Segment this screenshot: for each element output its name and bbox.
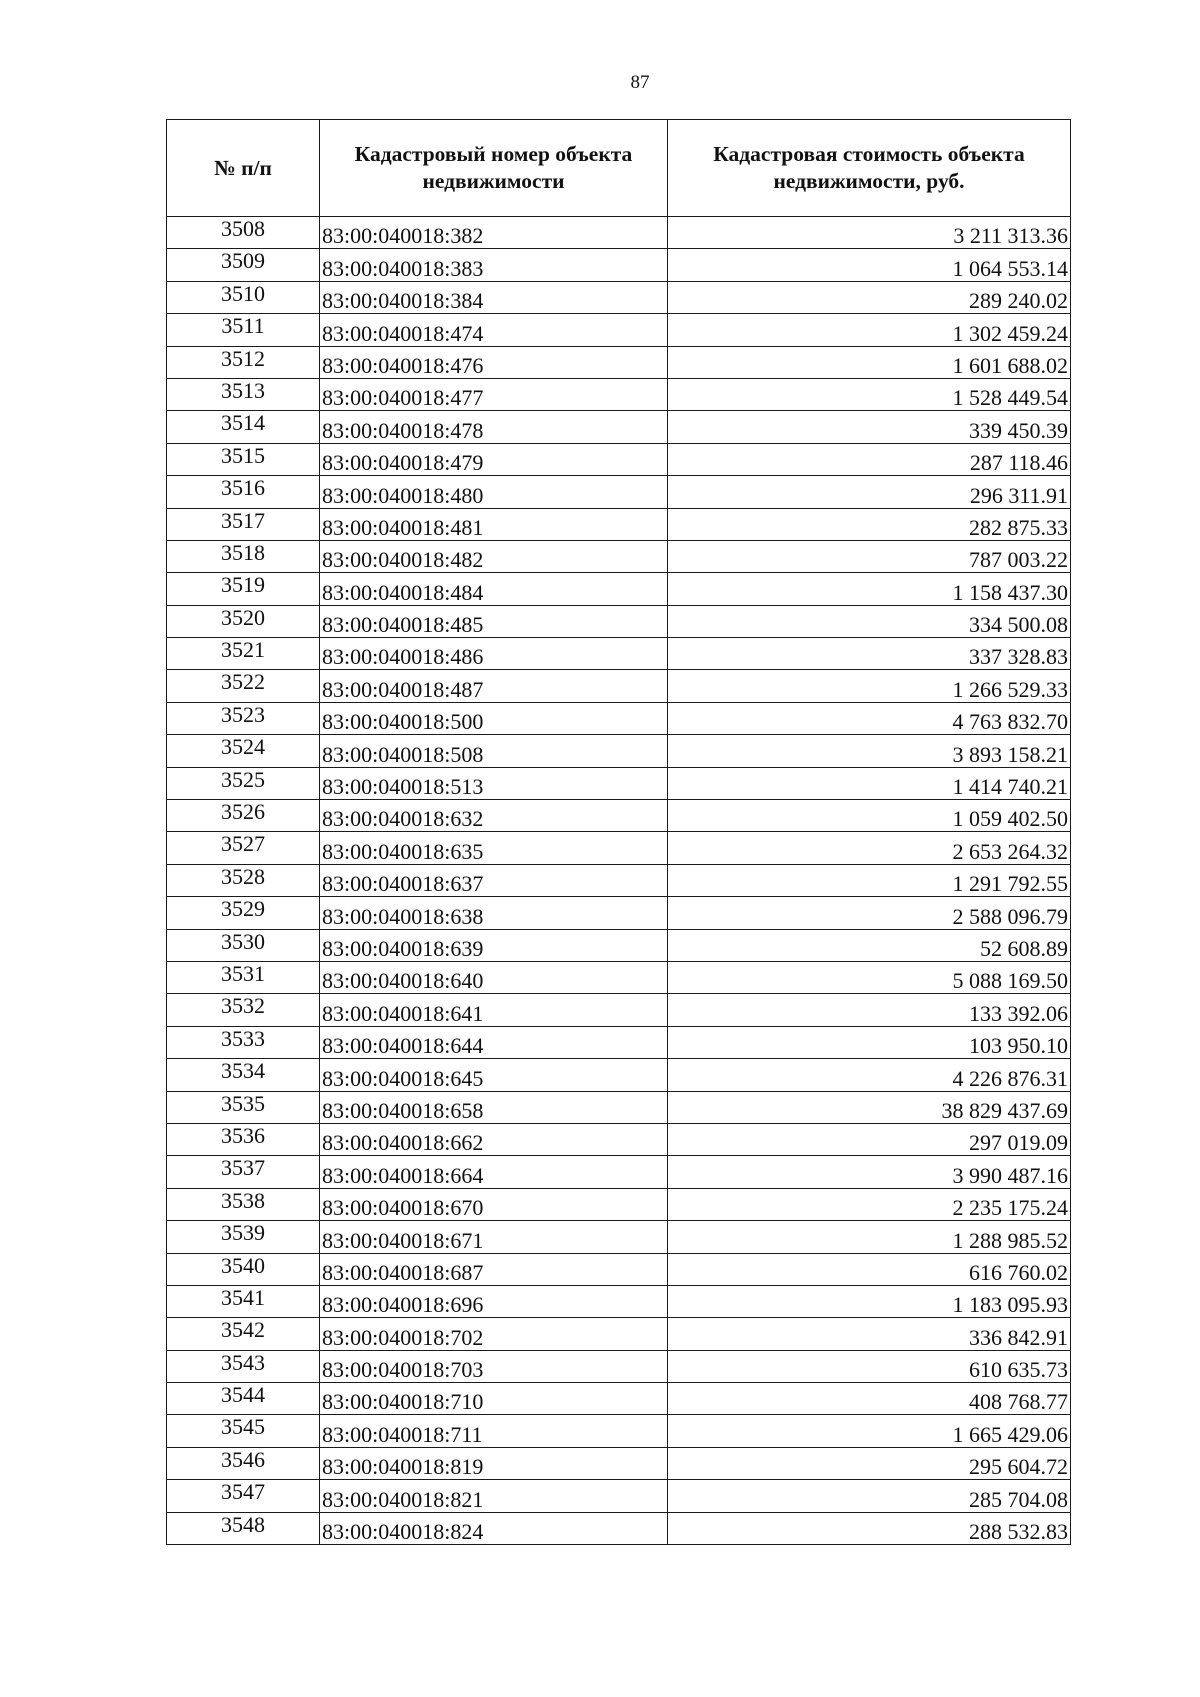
row-number-cell: 3539 [167, 1221, 320, 1253]
page-number: 87 [630, 72, 650, 93]
table-row [167, 1059, 1071, 1091]
cadastral-value-cell: 336 842.91 [668, 1318, 1071, 1350]
table-row [167, 1415, 1071, 1447]
table-row [167, 994, 1071, 1026]
table-row [167, 1383, 1071, 1415]
header-cadastral-number: Кадастровый номер объекта недвижимости [320, 120, 668, 217]
table-row [167, 314, 1071, 346]
table-row [167, 702, 1071, 734]
cadastral-number-cell: 83:00:040018:500 [320, 702, 668, 734]
cadastral-number-cell: 83:00:040018:486 [320, 638, 668, 670]
header-cadastral-value: Кадастровая стоимость объекта недвижимости, руб. [668, 120, 1071, 217]
table-row [167, 1221, 1071, 1253]
cadastral-number-cell: 83:00:040018:474 [320, 314, 668, 346]
cadastral-number-cell: 83:00:040018:670 [320, 1188, 668, 1220]
table-row [167, 1253, 1071, 1285]
row-number-cell: 3518 [167, 540, 320, 572]
cadastral-value-cell: 4 763 832.70 [668, 702, 1071, 734]
table-row [167, 443, 1071, 475]
table-row [167, 346, 1071, 378]
cadastral-value-cell: 295 604.72 [668, 1447, 1071, 1479]
row-number-cell: 3515 [167, 443, 320, 475]
cadastral-value-cell: 1 414 740.21 [668, 767, 1071, 799]
header-row-number: № п/п [167, 120, 320, 217]
table-row [167, 411, 1071, 443]
row-number-cell: 3508 [167, 217, 320, 249]
cadastral-value-cell: 1 288 985.52 [668, 1221, 1071, 1253]
cadastral-number-cell: 83:00:040018:664 [320, 1156, 668, 1188]
cadastral-number-cell: 83:00:040018:687 [320, 1253, 668, 1285]
row-number-cell: 3541 [167, 1285, 320, 1317]
cadastral-value-cell: 337 328.83 [668, 638, 1071, 670]
cadastral-number-cell: 83:00:040018:637 [320, 864, 668, 896]
table-row [167, 961, 1071, 993]
cadastral-value-cell: 3 211 313.36 [668, 217, 1071, 249]
row-number-cell: 3543 [167, 1350, 320, 1382]
cadastral-value-cell: 133 392.06 [668, 994, 1071, 1026]
cadastral-value-cell: 1 064 553.14 [668, 249, 1071, 281]
cadastral-number-cell: 83:00:040018:479 [320, 443, 668, 475]
cadastral-number-cell: 83:00:040018:711 [320, 1415, 668, 1447]
cadastral-number-cell: 83:00:040018:478 [320, 411, 668, 443]
table-row [167, 832, 1071, 864]
cadastral-number-cell: 83:00:040018:384 [320, 281, 668, 313]
cadastral-number-cell: 83:00:040018:641 [320, 994, 668, 1026]
row-number-cell: 3516 [167, 476, 320, 508]
cadastral-value-cell: 1 183 095.93 [668, 1285, 1071, 1317]
cadastral-value-cell: 288 532.83 [668, 1512, 1071, 1544]
cadastral-value-cell: 2 235 175.24 [668, 1188, 1071, 1220]
table-row [167, 735, 1071, 767]
row-number-cell: 3542 [167, 1318, 320, 1350]
row-number-cell: 3548 [167, 1512, 320, 1544]
row-number-cell: 3528 [167, 864, 320, 896]
table-row [167, 1123, 1071, 1155]
table-header-row [167, 120, 1071, 217]
row-number-cell: 3525 [167, 767, 320, 799]
cadastral-value-cell: 610 635.73 [668, 1350, 1071, 1382]
cadastral-value-cell: 296 311.91 [668, 476, 1071, 508]
cadastral-number-cell: 83:00:040018:824 [320, 1512, 668, 1544]
row-number-cell: 3536 [167, 1123, 320, 1155]
cadastral-number-cell: 83:00:040018:487 [320, 670, 668, 702]
table-row [167, 1285, 1071, 1317]
row-number-cell: 3510 [167, 281, 320, 313]
cadastral-number-cell: 83:00:040018:485 [320, 605, 668, 637]
row-number-cell: 3512 [167, 346, 320, 378]
cadastral-value-cell: 1 601 688.02 [668, 346, 1071, 378]
cadastral-value-cell: 52 608.89 [668, 929, 1071, 961]
cadastral-number-cell: 83:00:040018:702 [320, 1318, 668, 1350]
table-row [167, 929, 1071, 961]
table-row [167, 1188, 1071, 1220]
cadastral-number-cell: 83:00:040018:638 [320, 897, 668, 929]
cadastral-value-cell: 5 088 169.50 [668, 961, 1071, 993]
cadastral-number-cell: 83:00:040018:658 [320, 1091, 668, 1123]
cadastral-value-cell: 1 291 792.55 [668, 864, 1071, 896]
cadastral-value-cell: 287 118.46 [668, 443, 1071, 475]
cadastral-number-cell: 83:00:040018:508 [320, 735, 668, 767]
cadastral-number-cell: 83:00:040018:644 [320, 1026, 668, 1058]
row-number-cell: 3534 [167, 1059, 320, 1091]
row-number-cell: 3526 [167, 800, 320, 832]
cadastral-number-cell: 83:00:040018:819 [320, 1447, 668, 1479]
table-row [167, 1512, 1071, 1544]
cadastral-value-cell: 616 760.02 [668, 1253, 1071, 1285]
row-number-cell: 3531 [167, 961, 320, 993]
cadastral-number-cell: 83:00:040018:703 [320, 1350, 668, 1382]
table-row [167, 670, 1071, 702]
table-row [167, 1480, 1071, 1512]
row-number-cell: 3529 [167, 897, 320, 929]
cadastral-value-cell: 3 893 158.21 [668, 735, 1071, 767]
table-row [167, 767, 1071, 799]
cadastral-value-cell: 282 875.33 [668, 508, 1071, 540]
row-number-cell: 3533 [167, 1026, 320, 1058]
row-number-cell: 3546 [167, 1447, 320, 1479]
table-row [167, 1156, 1071, 1188]
cadastral-value-cell: 1 302 459.24 [668, 314, 1071, 346]
cadastral-value-cell: 1 665 429.06 [668, 1415, 1071, 1447]
row-number-cell: 3520 [167, 605, 320, 637]
row-number-cell: 3514 [167, 411, 320, 443]
cadastral-number-cell: 83:00:040018:632 [320, 800, 668, 832]
cadastral-value-cell: 285 704.08 [668, 1480, 1071, 1512]
table-row [167, 281, 1071, 313]
cadastral-value-cell: 1 266 529.33 [668, 670, 1071, 702]
cadastral-value-cell: 1 059 402.50 [668, 800, 1071, 832]
cadastral-number-cell: 83:00:040018:476 [320, 346, 668, 378]
table-row [167, 638, 1071, 670]
table-row [167, 1350, 1071, 1382]
cadastral-number-cell: 83:00:040018:480 [320, 476, 668, 508]
cadastral-number-cell: 83:00:040018:696 [320, 1285, 668, 1317]
table-body [167, 217, 1071, 1545]
table-row [167, 1447, 1071, 1479]
row-number-cell: 3524 [167, 735, 320, 767]
cadastral-number-cell: 83:00:040018:635 [320, 832, 668, 864]
cadastral-value-cell: 3 990 487.16 [668, 1156, 1071, 1188]
table-row [167, 249, 1071, 281]
row-number-cell: 3523 [167, 702, 320, 734]
table-row [167, 1318, 1071, 1350]
cadastral-value-cell: 289 240.02 [668, 281, 1071, 313]
table-row [167, 605, 1071, 637]
cadastral-value-cell: 339 450.39 [668, 411, 1071, 443]
row-number-cell: 3519 [167, 573, 320, 605]
row-number-cell: 3530 [167, 929, 320, 961]
cadastral-value-cell: 408 768.77 [668, 1383, 1071, 1415]
cadastral-value-cell: 2 588 096.79 [668, 897, 1071, 929]
cadastral-value-cell: 334 500.08 [668, 605, 1071, 637]
row-number-cell: 3535 [167, 1091, 320, 1123]
table-row [167, 508, 1071, 540]
cadastral-value-cell: 103 950.10 [668, 1026, 1071, 1058]
table-row [167, 1091, 1071, 1123]
row-number-cell: 3521 [167, 638, 320, 670]
cadastral-value-cell: 38 829 437.69 [668, 1091, 1071, 1123]
cadastral-number-cell: 83:00:040018:477 [320, 378, 668, 410]
table-row [167, 800, 1071, 832]
cadastral-number-cell: 83:00:040018:821 [320, 1480, 668, 1512]
table-row [167, 540, 1071, 572]
row-number-cell: 3517 [167, 508, 320, 540]
row-number-cell: 3527 [167, 832, 320, 864]
cadastral-value-table [166, 119, 1071, 1545]
table-row [167, 864, 1071, 896]
row-number-cell: 3532 [167, 994, 320, 1026]
cadastral-number-cell: 83:00:040018:484 [320, 573, 668, 605]
table-row [167, 573, 1071, 605]
table-row [167, 476, 1071, 508]
row-number-cell: 3544 [167, 1383, 320, 1415]
row-number-cell: 3513 [167, 378, 320, 410]
cadastral-number-cell: 83:00:040018:640 [320, 961, 668, 993]
cadastral-number-cell: 83:00:040018:639 [320, 929, 668, 961]
cadastral-value-cell: 4 226 876.31 [668, 1059, 1071, 1091]
row-number-cell: 3522 [167, 670, 320, 702]
row-number-cell: 3509 [167, 249, 320, 281]
cadastral-number-cell: 83:00:040018:382 [320, 217, 668, 249]
row-number-cell: 3547 [167, 1480, 320, 1512]
cadastral-number-cell: 83:00:040018:645 [320, 1059, 668, 1091]
cadastral-value-cell: 787 003.22 [668, 540, 1071, 572]
row-number-cell: 3538 [167, 1188, 320, 1220]
cadastral-number-cell: 83:00:040018:482 [320, 540, 668, 572]
row-number-cell: 3537 [167, 1156, 320, 1188]
table-row [167, 1026, 1071, 1058]
row-number-cell: 3511 [167, 314, 320, 346]
table-row [167, 378, 1071, 410]
cadastral-value-cell: 2 653 264.32 [668, 832, 1071, 864]
cadastral-number-cell: 83:00:040018:513 [320, 767, 668, 799]
cadastral-number-cell: 83:00:040018:383 [320, 249, 668, 281]
cadastral-value-cell: 1 158 437.30 [668, 573, 1071, 605]
row-number-cell: 3545 [167, 1415, 320, 1447]
cadastral-value-cell: 1 528 449.54 [668, 378, 1071, 410]
cadastral-number-cell: 83:00:040018:710 [320, 1383, 668, 1415]
row-number-cell: 3540 [167, 1253, 320, 1285]
cadastral-number-cell: 83:00:040018:671 [320, 1221, 668, 1253]
cadastral-number-cell: 83:00:040018:662 [320, 1123, 668, 1155]
cadastral-value-cell: 297 019.09 [668, 1123, 1071, 1155]
table-row [167, 897, 1071, 929]
table-row [167, 217, 1071, 249]
cadastral-number-cell: 83:00:040018:481 [320, 508, 668, 540]
